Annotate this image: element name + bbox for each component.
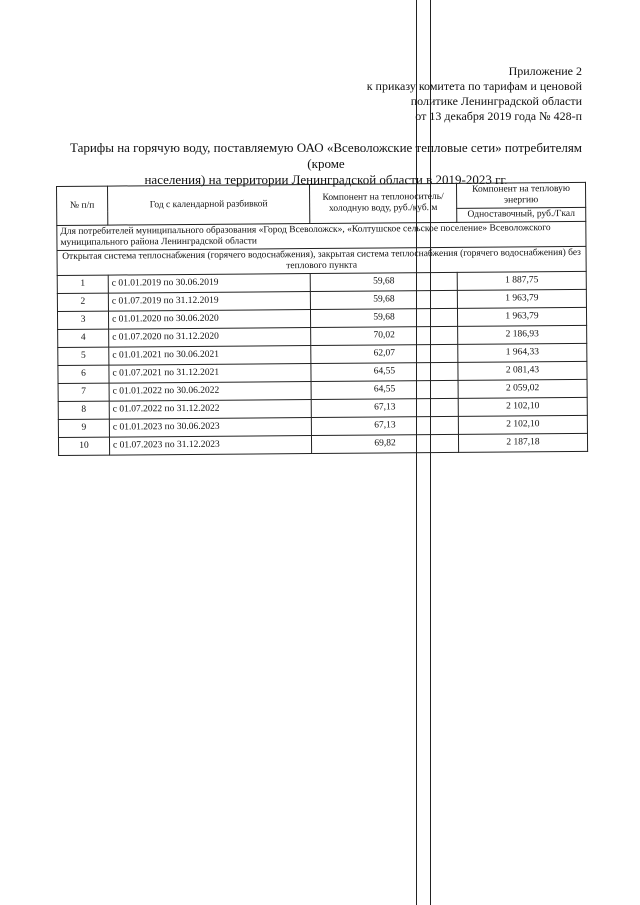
row-carrier-value: 67,13 bbox=[311, 416, 458, 435]
row-number: 6 bbox=[58, 365, 109, 383]
row-carrier-value: 70,02 bbox=[311, 326, 458, 345]
row-energy-value: 2 187,18 bbox=[458, 433, 587, 452]
header-carrier: Компонент на теплоноситель/ холодную воду, руб./куб. м bbox=[309, 183, 456, 223]
tariff-table bbox=[56, 182, 588, 456]
row-number: 8 bbox=[58, 401, 109, 419]
row-number: 5 bbox=[58, 347, 109, 365]
row-number: 10 bbox=[58, 437, 109, 455]
appendix-line: политике Ленинградской области bbox=[410, 94, 582, 108]
row-number: 3 bbox=[57, 311, 108, 329]
row-period: с 01.01.2021 по 30.06.2021 bbox=[109, 346, 311, 366]
row-number: 9 bbox=[58, 419, 109, 437]
header-energy: Компонент на тепловую энергию bbox=[456, 182, 585, 208]
row-period: с 01.07.2022 по 31.12.2022 bbox=[109, 400, 311, 420]
title-line: населения) на территории Ленинградской области в 2019-2023 гг. bbox=[144, 172, 508, 187]
header-num: № п/п bbox=[57, 186, 108, 225]
row-energy-value: 2 186,93 bbox=[458, 325, 587, 344]
row-period: с 01.01.2022 по 30.06.2022 bbox=[109, 382, 311, 402]
row-period: с 01.07.2021 по 31.12.2021 bbox=[109, 364, 311, 384]
row-energy-value: 1 963,79 bbox=[457, 307, 586, 326]
row-number: 7 bbox=[58, 383, 109, 401]
row-carrier-value: 59,68 bbox=[310, 290, 457, 309]
row-energy-value: 1 964,33 bbox=[458, 343, 587, 362]
appendix-line: Приложение 2 bbox=[508, 64, 582, 78]
row-period: с 01.07.2020 по 31.12.2020 bbox=[109, 328, 311, 348]
row-period: с 01.01.2019 по 30.06.2019 bbox=[108, 274, 310, 294]
row-energy-value: 2 102,10 bbox=[458, 397, 587, 416]
row-period: с 01.01.2023 по 30.06.2023 bbox=[109, 418, 311, 438]
row-energy-value: 2 102,10 bbox=[458, 415, 587, 434]
appendix-line: к приказу комитета по тарифам и ценовой bbox=[366, 79, 582, 93]
row-period: с 01.01.2020 по 30.06.2020 bbox=[108, 310, 310, 330]
appendix-line: от 13 декабря 2019 года № 428-п bbox=[415, 109, 582, 123]
row-carrier-value: 64,55 bbox=[311, 380, 458, 399]
row-period: с 01.07.2019 по 31.12.2019 bbox=[108, 292, 310, 312]
row-carrier-value: 59,68 bbox=[310, 308, 457, 327]
header-energy-sub: Одноставочный, руб./Гкал bbox=[457, 207, 586, 222]
system-type: Открытая система теплоснабжения (горячего водоснабжения), закрытая система теплоснабжения (горячего водоснабжения) без теплового пункта bbox=[57, 246, 586, 275]
appendix-header bbox=[367, 64, 582, 124]
header-period: Год с календарной разбивкой bbox=[108, 185, 310, 226]
row-energy-value: 1 887,75 bbox=[457, 271, 586, 290]
row-number: 2 bbox=[57, 293, 108, 311]
row-carrier-value: 62,07 bbox=[311, 344, 458, 363]
document-title bbox=[56, 140, 596, 188]
row-period: с 01.07.2023 по 31.12.2023 bbox=[109, 436, 311, 456]
row-number: 1 bbox=[57, 275, 108, 293]
row-carrier-value: 69,82 bbox=[311, 434, 458, 453]
consumer-group: Для потребителей муниципального образования «Город Всеволожск», «Колтушское сельское поселение» Всеволожского муниципального района Ленинградской области bbox=[57, 221, 586, 250]
row-carrier-value: 64,55 bbox=[311, 362, 458, 381]
title-line: Тарифы на горячую воду, поставляемую ОАО «Всеволожские тепловые сети» потребителям (кроме bbox=[69, 140, 583, 171]
table-row bbox=[58, 433, 587, 455]
row-carrier-value: 59,68 bbox=[310, 272, 457, 291]
row-number: 4 bbox=[58, 329, 109, 347]
row-energy-value: 2 059,02 bbox=[458, 379, 587, 398]
row-energy-value: 1 963,79 bbox=[457, 289, 586, 308]
row-energy-value: 2 081,43 bbox=[458, 361, 587, 380]
row-carrier-value: 67,13 bbox=[311, 398, 458, 417]
